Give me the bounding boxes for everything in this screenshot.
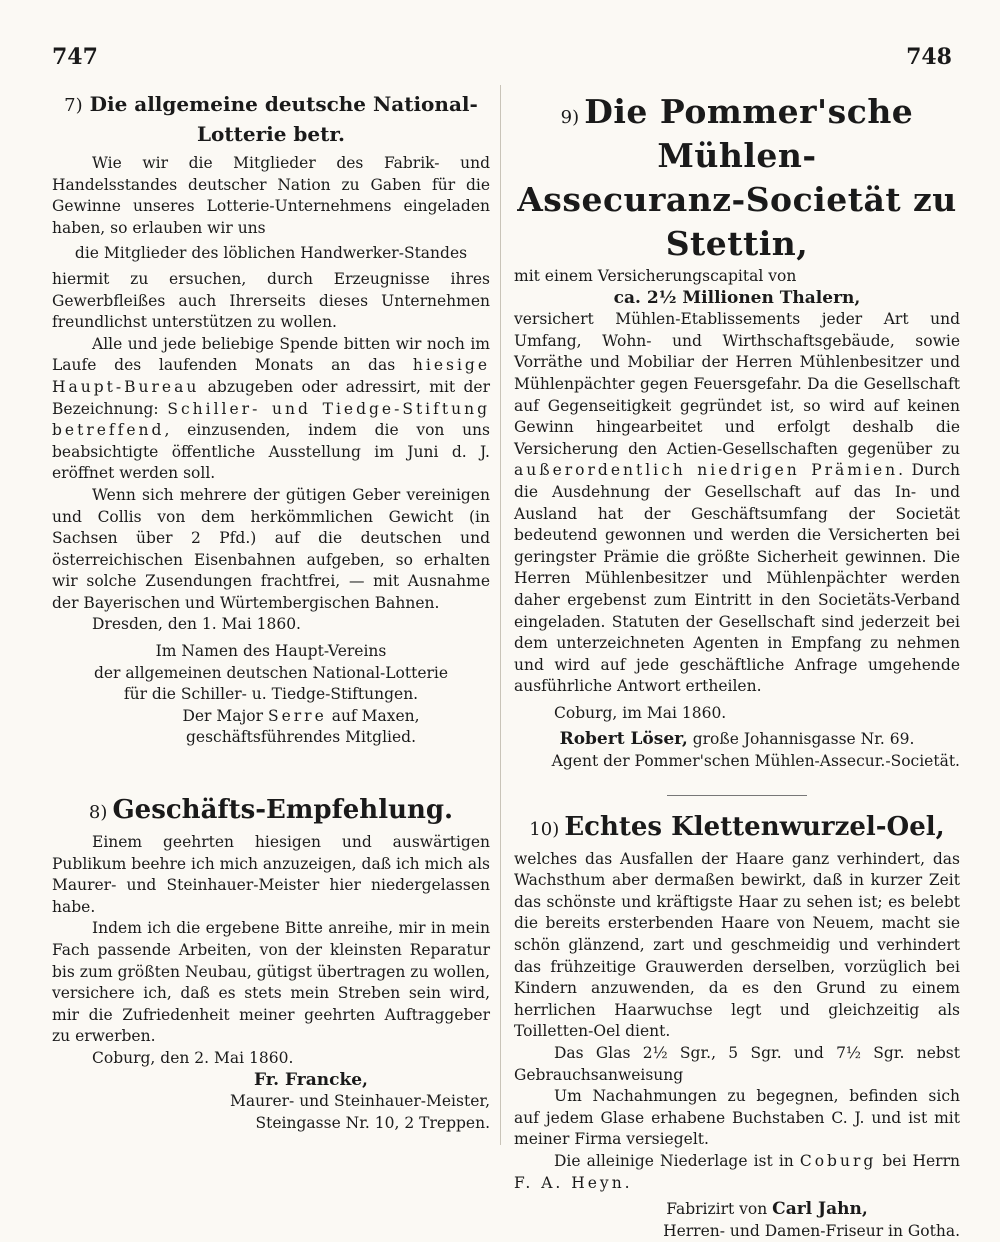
- notice-10-sig-1a: Fabrizirt von: [666, 1200, 773, 1219]
- notice-9-heading: [514, 90, 960, 178]
- notice-7-signature-1: Im Namen des Haupt-Vereins: [155, 642, 387, 661]
- notice-8-signature-address: Steingasse Nr. 10, 2 Treppen.: [255, 1113, 490, 1132]
- notice-10-p4-heyn: F. A. Heyn: [514, 1173, 625, 1192]
- right-column: [514, 90, 960, 1242]
- notice-7-heading: [52, 90, 490, 120]
- notice-8-paragraph-2: Indem ich die ergebene Bitte anreihe, mir in mein Fach passende Arbeiten, von der kleinsten Reparatur bis zum größten Neubau, gütigst übertragen zu wollen, versichere ich, daß es stets mein Streben sein wird, mir die Zufriedenheit meiner geehrten Auftraggeber zu erwerben.: [52, 919, 490, 1046]
- notice-7-sig-4a: Der Major: [182, 706, 268, 725]
- notice-8-signature-role: Maurer- und Steinhauer-Meister,: [229, 1092, 490, 1111]
- notice-7-number: 7): [64, 95, 83, 116]
- notice-7-p2-bureau: hiesige Haupt-Bureau: [52, 356, 490, 396]
- notice-10-heading: [514, 810, 960, 844]
- notice-9-p1-emph: außerordentlich niedrigen Prämien: [514, 461, 899, 480]
- notice-10-p4-coburg: Coburg: [799, 1151, 877, 1170]
- notice-10: [514, 810, 960, 1242]
- notice-8-heading: [52, 793, 490, 827]
- notice-9-p1-a: versichert Mühlen-Etablissements jeder Art und Umfang, Wohn- und Wirthschaftsgebäude, sowie Vorräthe und Mobiliar der Herren Mühlenbesitzer und Mühlenpächter gegen Feuersgefahr. Da die Gesellschaft auf Gegenseitigkeit gegründet ist, so wird auf keinen Gewinn hingearbeitet und erfolgt deshalb die Versicherung den Actien-Gesellschaften gegenüber zu: [514, 310, 960, 458]
- notice-7-signature-5: geschäftsführendes Mitglied.: [185, 728, 417, 747]
- page-number-right: 748: [906, 44, 952, 70]
- notice-10-signature-2: Herren- und Damen-Friseur in Gotha.: [663, 1221, 960, 1240]
- notice-7-date: Dresden, den 1. Mai 1860.: [92, 615, 301, 634]
- notice-9-date: Coburg, im Mai 1860.: [554, 703, 727, 722]
- notice-7-p2-stiftung: Schiller- und Tiedge-Stiftung betreffend: [52, 399, 490, 440]
- notice-7-highlight-line: die Mitglieder des löblichen Handwerker-Standes: [74, 244, 468, 263]
- notice-9-signature-role: Agent der Pommer'schen Mühlen-Assecur.-Societät.: [551, 752, 960, 771]
- notice-7-paragraph-1-cont: hiermit zu ersuchen, durch Erzeugnisse ihres Gewerbfleißes auch Ihrerseits dieses Unternehmen freundlichst unterstützen zu wollen.: [52, 269, 490, 332]
- notice-7-title-line-2: Lotterie betr.: [196, 122, 346, 146]
- notice-7-signature-2: der allgemeinen deutschen National-Lotterie: [93, 663, 449, 682]
- notice-10-paragraph-3: Um Nachahmungen zu begegnen, befinden sich auf jedem Glase erhabene Buchstaben C. J. und ist mit meiner Firma versiegelt.: [514, 1087, 960, 1149]
- notice-10-p4-a: Die alleinige Niederlage ist in: [554, 1151, 800, 1170]
- notice-7-paragraph-3: Wenn sich mehrere der gütigen Geber vereinigen und Collis von dem herkömmlichen Gewicht (in Sachsen über 2 Pfd.) auf die deutschen und österreichischen Eisenbahnen aufgeben, so erhalten wir solche Zusendungen frachtfrei, — mit Ausnahme der Bayerischen und Würtembergischen Bahnen.: [52, 485, 490, 612]
- notice-7-p2-a: Alle und jede beliebige Spende bitten wir noch im Laufe des laufenden Monats an das: [52, 334, 490, 375]
- notice-10-title: Echtes Klettenwurzel-Oel,: [564, 811, 945, 842]
- notice-9-signature-name: Robert Löser,: [559, 729, 688, 750]
- notice-8-paragraph-1: Einem geehrten hiesigen und auswärtigen Publikum beehre ich mich anzuzeigen, daß ich mich als Maurer- und Steinhauer-Meister hier niedergelassen habe.: [52, 833, 490, 916]
- notice-7-paragraph-2: [52, 334, 490, 485]
- notice-9-subtitle-1: mit einem Versicherungscapital von: [514, 267, 797, 285]
- notice-10-paragraph-4: [514, 1151, 960, 1194]
- notice-10-paragraph-1: welches das Ausfallen der Haare ganz verhindert, das Wachsthum aber dermaßen bewirkt, daß in kurzer Zeit das schönste und kräftigste Haar zu sehen ist; es belebt die bereits ersterbenden Haare von Neuem, macht sie schön glänzend, zart und geschmeidig und verhindert das frühzeitige Grauwerden derselben, vorzüglich bei Kindern anzuwenden, da es den Grund zu einem herrlichen Haarwuchse legt und gleichzeitig als Toilletten-Oel dient.: [514, 849, 960, 1041]
- notice-7-title-line-1: Die allgemeine deutsche National-: [89, 92, 478, 116]
- notice-10-p4-e: .: [624, 1173, 630, 1192]
- notice-7-sig-serre: Serre: [267, 706, 327, 725]
- notice-10-signature-1: [514, 1199, 960, 1221]
- notice-9-signature-address: große Johannisgasse Nr. 69.: [687, 730, 915, 749]
- notice-10-signature-name: Carl Jahn,: [772, 1199, 868, 1220]
- notice-8-number: 8): [88, 802, 108, 824]
- notice-8-date: Coburg, den 2. Mai 1860.: [92, 1048, 294, 1067]
- section-separator: [667, 795, 807, 796]
- notice-9-subtitle-2: ca. 2½ Millionen Thalern,: [613, 287, 861, 308]
- page-number-left: 747: [52, 44, 98, 70]
- notice-9-number: 9): [560, 107, 580, 128]
- notice-7: [52, 90, 490, 749]
- notice-9-title-line-2: Assecuranz-Societät zu Stettin,: [517, 180, 957, 263]
- notice-8-title: Geschäfts-Empfehlung.: [112, 795, 454, 826]
- notice-7-sig-4c: auf Maxen,: [326, 706, 420, 725]
- notice-10-p4-c: bei Herrn: [876, 1151, 960, 1170]
- notice-7-signature-4: [52, 706, 490, 728]
- notice-9: [514, 90, 960, 773]
- notice-9-paragraph-1: [514, 309, 960, 698]
- notice-7-paragraph-1: Wie wir die Mitglieder des Fabrik- und Handelsstandes deutscher Nation zu Gaben für die Gewinne unseres Lotterie-Unternehmens eingeladen haben, so erlauben wir uns: [52, 154, 490, 237]
- notice-7-p2-c: abzugeben oder adressirt, mit der Bezeichnung:: [52, 377, 490, 418]
- notice-8: [52, 793, 490, 1134]
- notice-8-signature-name: Fr. Francke,: [254, 1069, 368, 1090]
- notice-7-p2-e: , einzusenden, indem die von uns beabsichtigte öffentliche Ausstellung im Juni d. J. eröffnet werden soll.: [52, 421, 490, 483]
- notice-9-signature-line: [514, 729, 960, 751]
- column-divider: [500, 85, 501, 1145]
- left-column: [52, 90, 490, 1134]
- notice-10-number: 10): [529, 818, 560, 840]
- notice-9-title-line-1: Die Pommer'sche Mühlen-: [584, 92, 914, 175]
- notice-7-signature-3: für die Schiller- u. Tiedge-Stiftungen.: [123, 685, 419, 704]
- notice-9-p1-c: . Durch die Ausdehnung der Gesellschaft auf das In- und Ausland hat der Geschäftsumfang der Societät bedeutend gewonnen und werden die Versicherten bei geringster Prämie die größte Sicherheit gewinnen. Die Herren Mühlenbesitzer und Mühlenpächter werden daher ergebenst zum Eintritt in den Societäts-Verband eingeladen. Statuten der Gesellschaft sind jederzeit bei dem unterzeichneten Agenten in Empfang zu nehmen und wird auf jede geschäftliche Anfrage umgehende ausführliche Antwort ertheilen.: [514, 461, 960, 696]
- notice-10-paragraph-2: Das Glas 2½ Sgr., 5 Sgr. und 7½ Sgr. nebst Gebrauchsanweisung: [514, 1044, 960, 1084]
